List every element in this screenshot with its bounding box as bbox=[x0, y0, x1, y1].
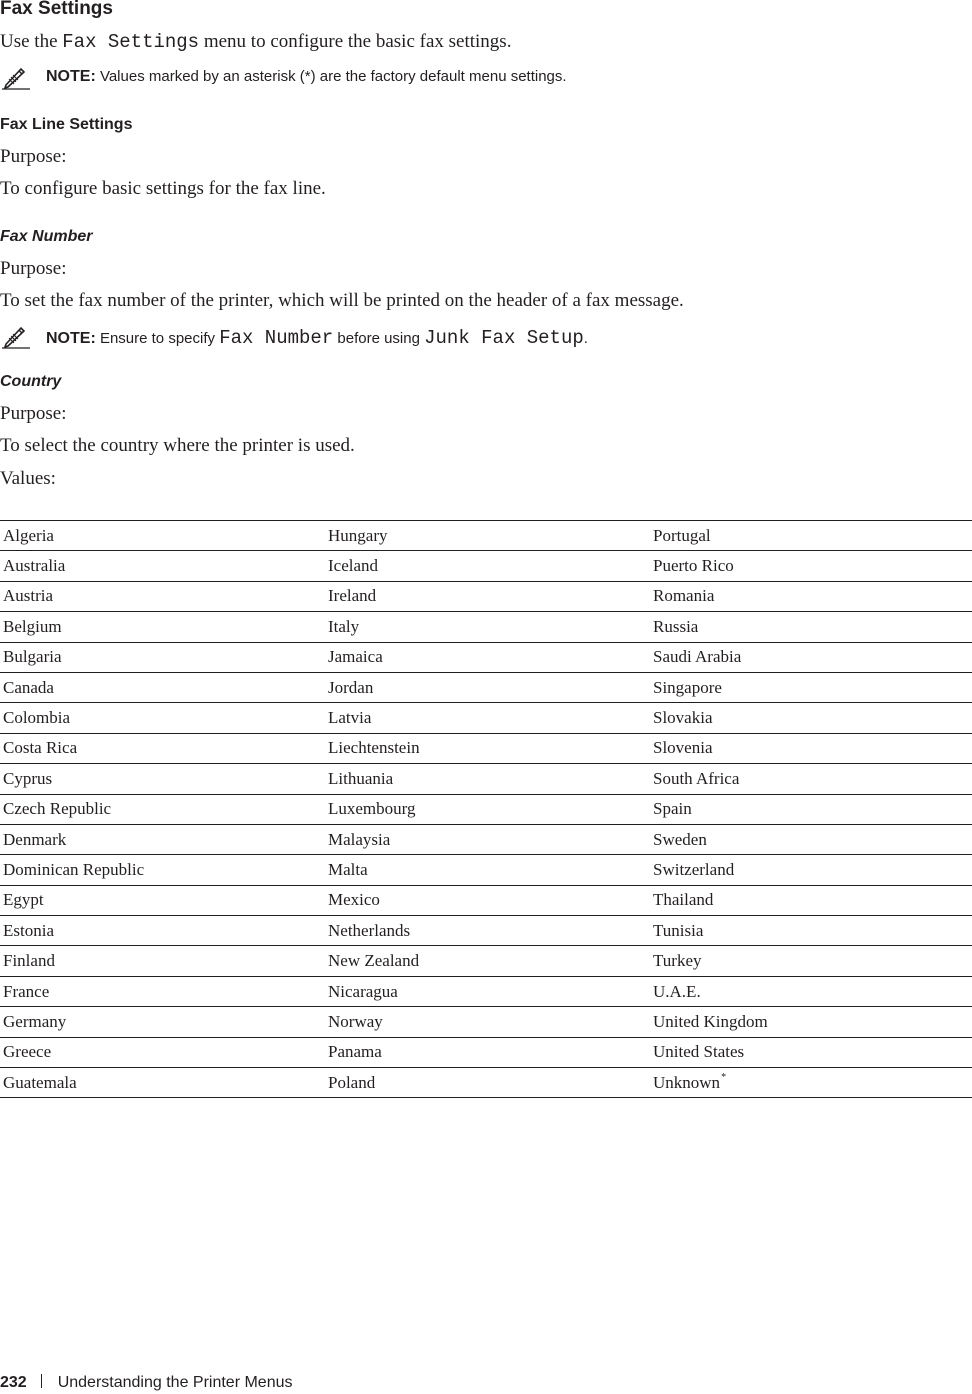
pencil-note-icon bbox=[2, 325, 30, 349]
country-cell bbox=[0, 703, 325, 733]
country-name: Norway bbox=[328, 1011, 383, 1031]
country-cell bbox=[650, 1037, 972, 1067]
fax-line-purpose-label: Purpose: bbox=[0, 146, 67, 167]
page-number: 232 bbox=[0, 1374, 27, 1391]
country-name: Mexico bbox=[328, 890, 380, 910]
table-row bbox=[0, 1037, 972, 1067]
table-row bbox=[0, 976, 972, 1006]
country-cell bbox=[0, 733, 325, 763]
heading-fax-number: Fax Number bbox=[0, 228, 93, 245]
country-cell bbox=[325, 521, 650, 551]
country-cell bbox=[0, 612, 325, 642]
country-cell bbox=[650, 855, 972, 885]
country-cell bbox=[325, 672, 650, 702]
country-cell bbox=[325, 703, 650, 733]
country-name: Hungary bbox=[328, 525, 388, 545]
country-cell bbox=[325, 612, 650, 642]
country-purpose-label: Purpose: bbox=[0, 403, 67, 424]
country-name: Lithuania bbox=[328, 768, 394, 788]
country-cell bbox=[0, 521, 325, 551]
country-name: United Kingdom bbox=[653, 1011, 768, 1031]
country-cell bbox=[0, 946, 325, 976]
country-name: Turkey bbox=[653, 951, 702, 971]
country-name: Austria bbox=[3, 586, 54, 606]
table-row bbox=[0, 855, 972, 885]
country-cell bbox=[325, 551, 650, 581]
country-cell bbox=[0, 1037, 325, 1067]
country-name: Estonia bbox=[3, 920, 54, 940]
country-cell bbox=[650, 794, 972, 824]
country-name: Sweden bbox=[653, 829, 707, 849]
country-name: France bbox=[3, 981, 50, 1001]
country-name: Netherlands bbox=[328, 920, 411, 940]
country-name: Cyprus bbox=[3, 768, 53, 788]
country-name: Thailand bbox=[653, 890, 714, 910]
pencil-note-icon bbox=[2, 66, 30, 90]
country-cell bbox=[650, 733, 972, 763]
country-cell bbox=[650, 642, 972, 672]
country-name: Finland bbox=[3, 951, 55, 971]
table-row bbox=[0, 642, 972, 672]
country-name: Latvia bbox=[328, 708, 372, 728]
table-row bbox=[0, 916, 972, 946]
country-cell bbox=[325, 946, 650, 976]
country-cell bbox=[650, 581, 972, 611]
country-table-body bbox=[0, 521, 972, 1098]
country-name: Nicaragua bbox=[328, 981, 398, 1001]
country-cell bbox=[325, 855, 650, 885]
country-name: Guatemala bbox=[3, 1072, 77, 1092]
country-name: Luxembourg bbox=[328, 799, 416, 819]
country-cell bbox=[0, 794, 325, 824]
table-row bbox=[0, 551, 972, 581]
fax-number-purpose-label: Purpose: bbox=[0, 258, 67, 279]
country-name: Poland bbox=[328, 1072, 376, 1092]
country-cell bbox=[325, 976, 650, 1006]
table-row bbox=[0, 794, 972, 824]
country-name: Liechtenstein bbox=[328, 738, 420, 758]
country-cell bbox=[650, 551, 972, 581]
country-cell bbox=[0, 1068, 325, 1098]
country-cell bbox=[0, 551, 325, 581]
country-cell bbox=[0, 976, 325, 1006]
country-name: Saudi Arabia bbox=[653, 647, 742, 667]
country-name: Denmark bbox=[3, 829, 67, 849]
country-name: Bulgaria bbox=[3, 647, 62, 667]
country-cell bbox=[325, 764, 650, 794]
country-cell bbox=[0, 885, 325, 915]
country-name: New Zealand bbox=[328, 951, 420, 971]
page-footer bbox=[0, 1374, 293, 1392]
country-cell bbox=[0, 581, 325, 611]
country-cell bbox=[650, 612, 972, 642]
table-row bbox=[0, 885, 972, 915]
country-name: Singapore bbox=[653, 677, 722, 697]
country-cell bbox=[0, 642, 325, 672]
country-cell bbox=[325, 824, 650, 854]
country-cell bbox=[325, 581, 650, 611]
default-asterisk: * bbox=[721, 1072, 727, 1084]
country-name: Switzerland bbox=[653, 859, 735, 879]
country-name: Slovenia bbox=[653, 738, 713, 758]
country-cell bbox=[0, 672, 325, 702]
country-cell bbox=[0, 855, 325, 885]
table-row bbox=[0, 521, 972, 551]
country-cell bbox=[650, 764, 972, 794]
country-name: Egypt bbox=[3, 890, 44, 910]
table-row bbox=[0, 733, 972, 763]
code-junk-fax-setup: Junk Fax Setup bbox=[424, 327, 584, 349]
country-cell bbox=[650, 703, 972, 733]
country-name: Costa Rica bbox=[3, 738, 78, 758]
country-name: Czech Republic bbox=[3, 799, 112, 819]
country-name: Jordan bbox=[328, 677, 374, 697]
country-name: Russia bbox=[653, 616, 699, 636]
country-name: Puerto Rico bbox=[653, 556, 734, 576]
country-cell bbox=[650, 672, 972, 702]
intro-paragraph: Use the Fax Settings menu to configure the basic fax settings. bbox=[0, 31, 512, 53]
country-cell bbox=[0, 1007, 325, 1037]
table-row bbox=[0, 672, 972, 702]
country-name: Slovakia bbox=[653, 708, 713, 728]
table-row bbox=[0, 764, 972, 794]
country-name: Jamaica bbox=[328, 647, 383, 667]
country-cell bbox=[0, 916, 325, 946]
country-cell bbox=[650, 1068, 972, 1098]
country-values-label: Values: bbox=[0, 468, 56, 489]
country-name: Italy bbox=[328, 616, 360, 636]
country-name: Dominican Republic bbox=[3, 859, 145, 879]
country-cell bbox=[650, 976, 972, 1006]
country-cell bbox=[325, 733, 650, 763]
country-cell bbox=[325, 916, 650, 946]
country-cell bbox=[650, 824, 972, 854]
table-row bbox=[0, 612, 972, 642]
country-name: Canada bbox=[3, 677, 54, 697]
country-name: Malta bbox=[328, 859, 368, 879]
country-cell bbox=[650, 946, 972, 976]
table-row bbox=[0, 946, 972, 976]
country-name: Portugal bbox=[653, 525, 711, 545]
country-values-table bbox=[0, 520, 972, 1098]
country-cell bbox=[650, 916, 972, 946]
code-fax-number: Fax Number bbox=[219, 327, 334, 349]
table-row bbox=[0, 703, 972, 733]
country-name: Ireland bbox=[328, 586, 377, 606]
country-cell bbox=[325, 1037, 650, 1067]
country-name: Tunisia bbox=[653, 920, 704, 940]
page-title: Fax Settings bbox=[0, 0, 113, 19]
table-row bbox=[0, 581, 972, 611]
country-name: United States bbox=[653, 1042, 745, 1062]
country-cell bbox=[325, 642, 650, 672]
country-name: South Africa bbox=[653, 768, 740, 788]
country-cell bbox=[325, 1007, 650, 1037]
country-cell bbox=[650, 885, 972, 915]
country-name: U.A.E. bbox=[653, 981, 701, 1001]
country-name: Iceland bbox=[328, 556, 379, 576]
country-cell bbox=[650, 521, 972, 551]
country-name: Algeria bbox=[3, 525, 54, 545]
fax-number-purpose-text: To set the fax number of the printer, which will be printed on the header of a fax message. bbox=[0, 290, 684, 311]
country-cell bbox=[650, 1007, 972, 1037]
country-name: Panama bbox=[328, 1042, 382, 1062]
country-cell bbox=[0, 764, 325, 794]
heading-country: Country bbox=[0, 373, 62, 390]
footer-section-title: Understanding the Printer Menus bbox=[57, 1374, 293, 1391]
country-name: Unknown bbox=[653, 1073, 721, 1093]
table-row bbox=[0, 824, 972, 854]
country-cell bbox=[325, 1068, 650, 1098]
heading-fax-line-settings: Fax Line Settings bbox=[0, 116, 133, 133]
code-fax-settings: Fax Settings bbox=[62, 31, 200, 53]
country-name: Malaysia bbox=[328, 829, 391, 849]
country-name: Spain bbox=[653, 799, 692, 819]
table-row bbox=[0, 1007, 972, 1037]
country-name: Colombia bbox=[3, 708, 71, 728]
country-name: Romania bbox=[653, 586, 715, 606]
country-cell bbox=[325, 885, 650, 915]
country-purpose-text: To select the country where the printer is used. bbox=[0, 435, 355, 456]
country-name: Australia bbox=[3, 556, 66, 576]
fax-line-purpose-text: To configure basic settings for the fax line. bbox=[0, 178, 326, 199]
footer-divider bbox=[41, 1374, 42, 1388]
table-row bbox=[0, 1068, 972, 1098]
country-cell bbox=[325, 794, 650, 824]
country-name: Greece bbox=[3, 1042, 52, 1062]
country-cell bbox=[0, 824, 325, 854]
country-name: Germany bbox=[3, 1011, 67, 1031]
country-name: Belgium bbox=[3, 616, 62, 636]
